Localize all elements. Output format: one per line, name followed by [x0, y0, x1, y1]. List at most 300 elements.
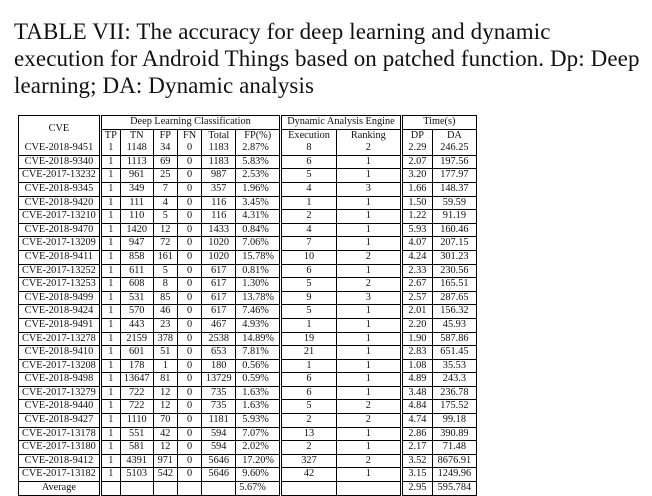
cell-total: 5646 — [202, 468, 236, 482]
header-ranking: Ranking — [350, 129, 386, 141]
cell-total: 617 — [202, 291, 236, 305]
table-row — [19, 454, 477, 468]
cell-tp: 1 — [100, 414, 120, 428]
cell-ranking: 2 — [336, 454, 401, 468]
cell-execution: 8 — [281, 142, 337, 155]
cell-da: 246.25 — [432, 142, 476, 155]
cell-fp-pct: 1.63% — [236, 400, 281, 414]
cell-execution: 2 — [281, 441, 337, 455]
cell-dp: 5.93 — [401, 223, 432, 237]
cell-fp: 12 — [153, 441, 177, 455]
cell-fp-pct: 15.78% — [236, 250, 281, 264]
cell-tp: 1 — [100, 169, 120, 183]
cell-fp: 5 — [153, 210, 177, 224]
table-row — [19, 196, 477, 210]
cell-fp: 7 — [153, 182, 177, 196]
cell-fp-pct: 1.63% — [236, 386, 281, 400]
cell-cve: CVE-2017-13278 — [19, 332, 101, 346]
cell-fp: 85 — [153, 291, 177, 305]
cell-tp: 1 — [100, 278, 120, 292]
cell-ranking: 3 — [336, 182, 401, 196]
cell-fn: 0 — [178, 155, 202, 169]
cell-ranking: 2 — [336, 400, 401, 414]
cell-cve: CVE-2018-9340 — [19, 155, 101, 169]
table-row — [19, 237, 477, 251]
cell-cve: CVE-2018-9451 — [19, 142, 101, 155]
cell-tn: 722 — [120, 400, 153, 414]
cell-ranking: 1 — [336, 264, 401, 278]
cell-fn: 0 — [178, 142, 202, 155]
cell-fp-pct: 0.59% — [236, 373, 281, 387]
header-deep-learning: Deep Learning Classification — [100, 116, 280, 130]
table-row — [19, 332, 477, 346]
table-row — [19, 373, 477, 387]
cell-total: 116 — [202, 196, 236, 210]
cell-cve: CVE-2018-9498 — [19, 373, 101, 387]
results-table-container — [18, 115, 477, 496]
cell-cve: CVE-2017-13210 — [19, 210, 101, 224]
cell-fn: 0 — [178, 427, 202, 441]
cell-execution: 1 — [281, 196, 337, 210]
average-tp — [100, 482, 120, 496]
cell-dp: 4.89 — [401, 373, 432, 387]
cell-tp: 1 — [100, 196, 120, 210]
header-dp: DP — [401, 129, 432, 142]
header-tp: TP — [100, 129, 120, 142]
cell-da: 160.46 — [432, 223, 476, 237]
cell-cve: CVE-2018-9412 — [19, 454, 101, 468]
cell-total: 5646 — [202, 454, 236, 468]
cell-dp: 1.08 — [401, 359, 432, 373]
cell-da: 177.97 — [432, 169, 476, 183]
cell-tp: 1 — [100, 142, 120, 155]
cell-execution: 2 — [281, 414, 337, 428]
cell-tp: 1 — [100, 155, 120, 169]
cell-dp: 1.66 — [401, 182, 432, 196]
cell-fp: 161 — [153, 250, 177, 264]
cell-dp: 1.50 — [401, 196, 432, 210]
cell-fp: 8 — [153, 278, 177, 292]
table-row — [19, 264, 477, 278]
table-row — [19, 468, 477, 482]
average-fn — [178, 482, 202, 496]
cell-fp-pct: 5.83% — [236, 155, 281, 169]
table-row — [19, 427, 477, 441]
cell-da: 651.45 — [432, 346, 476, 360]
cell-fn: 0 — [178, 400, 202, 414]
cell-tn: 13647 — [120, 373, 153, 387]
cell-da: 165.51 — [432, 278, 476, 292]
cell-da: 197.56 — [432, 155, 476, 169]
cell-fp: 23 — [153, 318, 177, 332]
average-dp: 2.95 — [401, 482, 432, 496]
cell-fp-pct: 2.87% — [236, 142, 281, 155]
cell-total: 13729 — [202, 373, 236, 387]
cell-ranking: 3 — [336, 291, 401, 305]
cell-execution: 327 — [281, 454, 337, 468]
cell-da: 236.78 — [432, 386, 476, 400]
cell-total: 2538 — [202, 332, 236, 346]
cell-tn: 961 — [120, 169, 153, 183]
cell-cve: CVE-2018-9491 — [19, 318, 101, 332]
cell-tn: 570 — [120, 305, 153, 319]
cell-fp-pct: 5.93% — [236, 414, 281, 428]
cell-fn: 0 — [178, 359, 202, 373]
cell-fn: 0 — [178, 373, 202, 387]
cell-fn: 0 — [178, 237, 202, 251]
cell-ranking: 1 — [336, 373, 401, 387]
table-row — [19, 359, 477, 373]
cell-tp: 1 — [100, 182, 120, 196]
cell-execution: 6 — [281, 155, 337, 169]
cell-execution: 13 — [281, 427, 337, 441]
table-row — [19, 169, 477, 183]
cell-dp: 3.15 — [401, 468, 432, 482]
cell-ranking: 1 — [336, 468, 401, 482]
cell-tn: 1110 — [120, 414, 153, 428]
average-row — [19, 482, 477, 496]
table-row — [19, 305, 477, 319]
cell-ranking: 1 — [336, 305, 401, 319]
cell-dp: 2.20 — [401, 318, 432, 332]
cell-fn: 0 — [178, 441, 202, 455]
cell-tn: 4391 — [120, 454, 153, 468]
cell-execution: 19 — [281, 332, 337, 346]
cell-fp-pct: 2.02% — [236, 441, 281, 455]
cell-da: 45.93 — [432, 318, 476, 332]
cell-dp: 3.52 — [401, 454, 432, 468]
table-row — [19, 210, 477, 224]
cell-da: 301.23 — [432, 250, 476, 264]
cell-da: 230.56 — [432, 264, 476, 278]
cell-total: 116 — [202, 210, 236, 224]
cell-da: 390.89 — [432, 427, 476, 441]
cell-fn: 0 — [178, 210, 202, 224]
cell-tn: 531 — [120, 291, 153, 305]
cell-da: 35.53 — [432, 359, 476, 373]
cell-ranking: 1 — [336, 318, 401, 332]
table-row — [19, 291, 477, 305]
header-time: Time(s) — [401, 116, 476, 130]
cell-fp-pct: 9.60% — [236, 468, 281, 482]
cell-tn: 110 — [120, 210, 153, 224]
cell-fp: 12 — [153, 400, 177, 414]
cell-tn: 111 — [120, 196, 153, 210]
cell-tn: 1113 — [120, 155, 153, 169]
cell-tn: 2159 — [120, 332, 153, 346]
cell-cve: CVE-2017-13209 — [19, 237, 101, 251]
average-ranking — [336, 482, 401, 496]
cell-fp: 81 — [153, 373, 177, 387]
header-fp-pct: FP(%) — [244, 129, 272, 141]
cell-execution: 42 — [281, 468, 337, 482]
cell-dp: 3.48 — [401, 386, 432, 400]
header-cve: CVE — [19, 116, 101, 143]
cell-da: 175.52 — [432, 400, 476, 414]
table-row — [19, 441, 477, 455]
cell-tp: 1 — [100, 250, 120, 264]
cell-total: 653 — [202, 346, 236, 360]
cell-cve: CVE-2018-9499 — [19, 291, 101, 305]
average-execution — [281, 482, 337, 496]
cell-total: 735 — [202, 386, 236, 400]
cell-tp: 1 — [100, 454, 120, 468]
header-fn: FN — [178, 129, 202, 142]
cell-fp: 12 — [153, 223, 177, 237]
cell-cve: CVE-2018-9420 — [19, 196, 101, 210]
cell-da: 243.3 — [432, 373, 476, 387]
cell-fp: 72 — [153, 237, 177, 251]
cell-total: 1183 — [202, 142, 236, 155]
cell-tp: 1 — [100, 373, 120, 387]
cell-ranking: 1 — [336, 441, 401, 455]
cell-total: 1020 — [202, 237, 236, 251]
cell-cve: CVE-2018-9427 — [19, 414, 101, 428]
table-row — [19, 386, 477, 400]
cell-ranking: 2 — [336, 414, 401, 428]
cell-tp: 1 — [100, 400, 120, 414]
cell-fp-pct: 2.53% — [236, 169, 281, 183]
cell-total: 1433 — [202, 223, 236, 237]
cell-da: 99.18 — [432, 414, 476, 428]
cell-da: 1249.96 — [432, 468, 476, 482]
cell-fp-pct: 14.89% — [236, 332, 281, 346]
cell-total: 617 — [202, 264, 236, 278]
cell-cve: CVE-2017-13208 — [19, 359, 101, 373]
cell-da: 156.32 — [432, 305, 476, 319]
cell-total: 594 — [202, 427, 236, 441]
cell-ranking: 1 — [336, 386, 401, 400]
cell-dp: 1.22 — [401, 210, 432, 224]
cell-total: 1183 — [202, 155, 236, 169]
cell-fp-pct: 1.30% — [236, 278, 281, 292]
cell-execution: 7 — [281, 237, 337, 251]
cell-fp: 1 — [153, 359, 177, 373]
cell-cve: CVE-2018-9410 — [19, 346, 101, 360]
cell-execution: 4 — [281, 223, 337, 237]
cell-da: 587.86 — [432, 332, 476, 346]
cell-tp: 1 — [100, 264, 120, 278]
cell-ranking: 1 — [336, 346, 401, 360]
cell-tp: 1 — [100, 210, 120, 224]
cell-tn: 722 — [120, 386, 153, 400]
cell-fp-pct: 13.78% — [236, 291, 281, 305]
cell-tn: 601 — [120, 346, 153, 360]
cell-tp: 1 — [100, 346, 120, 360]
table-row — [19, 182, 477, 196]
cell-fp: 542 — [153, 468, 177, 482]
header-tn: TN — [120, 129, 153, 142]
cell-dp: 3.20 — [401, 169, 432, 183]
cell-dp: 4.07 — [401, 237, 432, 251]
cell-execution: 9 — [281, 291, 337, 305]
cell-tp: 1 — [100, 237, 120, 251]
cell-tp: 1 — [100, 318, 120, 332]
cell-execution: 4 — [281, 182, 337, 196]
cell-ranking: 1 — [336, 169, 401, 183]
cell-tp: 1 — [100, 441, 120, 455]
cell-total: 180 — [202, 359, 236, 373]
cell-fp-pct: 4.31% — [236, 210, 281, 224]
cell-fp-pct: 7.07% — [236, 427, 281, 441]
cell-tp: 1 — [100, 332, 120, 346]
cell-fp-pct: 0.81% — [236, 264, 281, 278]
header-execution: Execution — [281, 129, 337, 142]
cell-dp: 4.74 — [401, 414, 432, 428]
cell-dp: 2.86 — [401, 427, 432, 441]
cell-dp: 4.24 — [401, 250, 432, 264]
cell-cve: CVE-2018-9440 — [19, 400, 101, 414]
cell-tn: 551 — [120, 427, 153, 441]
cell-fn: 0 — [178, 386, 202, 400]
cell-dp: 2.57 — [401, 291, 432, 305]
cell-tp: 1 — [100, 223, 120, 237]
cell-cve: CVE-2017-13232 — [19, 169, 101, 183]
table-row — [19, 155, 477, 169]
cell-cve: CVE-2017-13182 — [19, 468, 101, 482]
cell-fp: 69 — [153, 155, 177, 169]
cell-tn: 608 — [120, 278, 153, 292]
cell-total: 617 — [202, 305, 236, 319]
cell-cve: CVE-2018-9411 — [19, 250, 101, 264]
average-total — [202, 482, 236, 496]
cell-fp: 34 — [153, 142, 177, 155]
cell-fp: 378 — [153, 332, 177, 346]
cell-cve: CVE-2017-13252 — [19, 264, 101, 278]
cell-cve: CVE-2018-9424 — [19, 305, 101, 319]
cell-da: 148.37 — [432, 182, 476, 196]
average-fp — [153, 482, 177, 496]
cell-execution: 1 — [281, 359, 337, 373]
cell-fn: 0 — [178, 414, 202, 428]
cell-fn: 0 — [178, 346, 202, 360]
cell-fp: 5 — [153, 264, 177, 278]
header-da: DA — [446, 129, 462, 141]
cell-dp: 2.67 — [401, 278, 432, 292]
cell-fn: 0 — [178, 250, 202, 264]
cell-ranking: 1 — [336, 237, 401, 251]
cell-cve: CVE-2017-13178 — [19, 427, 101, 441]
cell-execution: 21 — [281, 346, 337, 360]
cell-cve: CVE-2018-9345 — [19, 182, 101, 196]
cell-ranking: 1 — [336, 155, 401, 169]
cell-fp: 4 — [153, 196, 177, 210]
cell-tn: 858 — [120, 250, 153, 264]
cell-fp-pct: 4.93% — [236, 318, 281, 332]
cell-execution: 1 — [281, 318, 337, 332]
cell-execution: 6 — [281, 386, 337, 400]
cell-dp: 2.29 — [401, 142, 432, 155]
cell-fn: 0 — [178, 468, 202, 482]
cell-tp: 1 — [100, 386, 120, 400]
cell-fn: 0 — [178, 196, 202, 210]
cell-fn: 0 — [178, 332, 202, 346]
cell-execution: 10 — [281, 250, 337, 264]
cell-total: 357 — [202, 182, 236, 196]
cell-ranking: 1 — [336, 359, 401, 373]
cell-tn: 947 — [120, 237, 153, 251]
cell-total: 735 — [202, 400, 236, 414]
cell-tp: 1 — [100, 291, 120, 305]
cell-da: 91.19 — [432, 210, 476, 224]
cell-total: 1020 — [202, 250, 236, 264]
cell-ranking: 1 — [336, 210, 401, 224]
cell-execution: 5 — [281, 278, 337, 292]
cell-ranking: 2 — [336, 250, 401, 264]
cell-ranking: 2 — [336, 142, 401, 155]
average-fp-pct: 5.67% — [239, 482, 266, 494]
cell-fn: 0 — [178, 264, 202, 278]
cell-execution: 6 — [281, 373, 337, 387]
cell-fn: 0 — [178, 454, 202, 468]
cell-fp-pct: 1.96% — [236, 182, 281, 196]
cell-fp-pct: 7.81% — [236, 346, 281, 360]
cell-dp: 2.07 — [401, 155, 432, 169]
cell-dp: 1.90 — [401, 332, 432, 346]
cell-ranking: 1 — [336, 223, 401, 237]
cell-ranking: 1 — [336, 196, 401, 210]
cell-fp-pct: 3.45% — [236, 196, 281, 210]
table-caption: TABLE VII: The accuracy for deep learning and dynamic execution for Android Things based on patched function. Dp: Deep learning; DA: Dynamic analysis — [14, 19, 640, 98]
cell-fp: 42 — [153, 427, 177, 441]
cell-fn: 0 — [178, 318, 202, 332]
cell-tn: 1420 — [120, 223, 153, 237]
cell-fp: 971 — [153, 454, 177, 468]
cell-fn: 0 — [178, 278, 202, 292]
cell-da: 8676.91 — [432, 454, 476, 468]
cell-tn: 178 — [120, 359, 153, 373]
cell-dp: 2.33 — [401, 264, 432, 278]
cell-dp: 2.17 — [401, 441, 432, 455]
table-row — [19, 250, 477, 264]
cell-dp: 2.01 — [401, 305, 432, 319]
cell-dp: 2.83 — [401, 346, 432, 360]
cell-execution: 5 — [281, 305, 337, 319]
cell-fp: 51 — [153, 346, 177, 360]
cell-fp-pct: 0.56% — [236, 359, 281, 373]
cell-tn: 443 — [120, 318, 153, 332]
table-row — [19, 400, 477, 414]
cell-da: 59.59 — [432, 196, 476, 210]
cell-fn: 0 — [178, 223, 202, 237]
cell-total: 987 — [202, 169, 236, 183]
cell-tn: 5103 — [120, 468, 153, 482]
cell-fn: 0 — [178, 182, 202, 196]
cell-execution: 5 — [281, 169, 337, 183]
cell-total: 617 — [202, 278, 236, 292]
cell-dp: 4.84 — [401, 400, 432, 414]
cell-ranking: 2 — [336, 278, 401, 292]
cell-tn: 349 — [120, 182, 153, 196]
cell-fp-pct: 0.84% — [236, 223, 281, 237]
average-label: Average — [19, 482, 101, 496]
cell-da: 71.48 — [432, 441, 476, 455]
cell-fp: 25 — [153, 169, 177, 183]
cell-tp: 1 — [100, 305, 120, 319]
cell-ranking: 1 — [336, 427, 401, 441]
table-row — [19, 346, 477, 360]
cell-fn: 0 — [178, 291, 202, 305]
cell-tn: 611 — [120, 264, 153, 278]
cell-tp: 1 — [100, 359, 120, 373]
cell-fp-pct: 7.06% — [236, 237, 281, 251]
cell-fp-pct: 7.46% — [236, 305, 281, 319]
cell-tn: 1148 — [120, 142, 153, 155]
results-table-body — [19, 142, 477, 481]
cell-tp: 1 — [100, 427, 120, 441]
cell-total: 1181 — [202, 414, 236, 428]
average-tn — [120, 482, 153, 496]
